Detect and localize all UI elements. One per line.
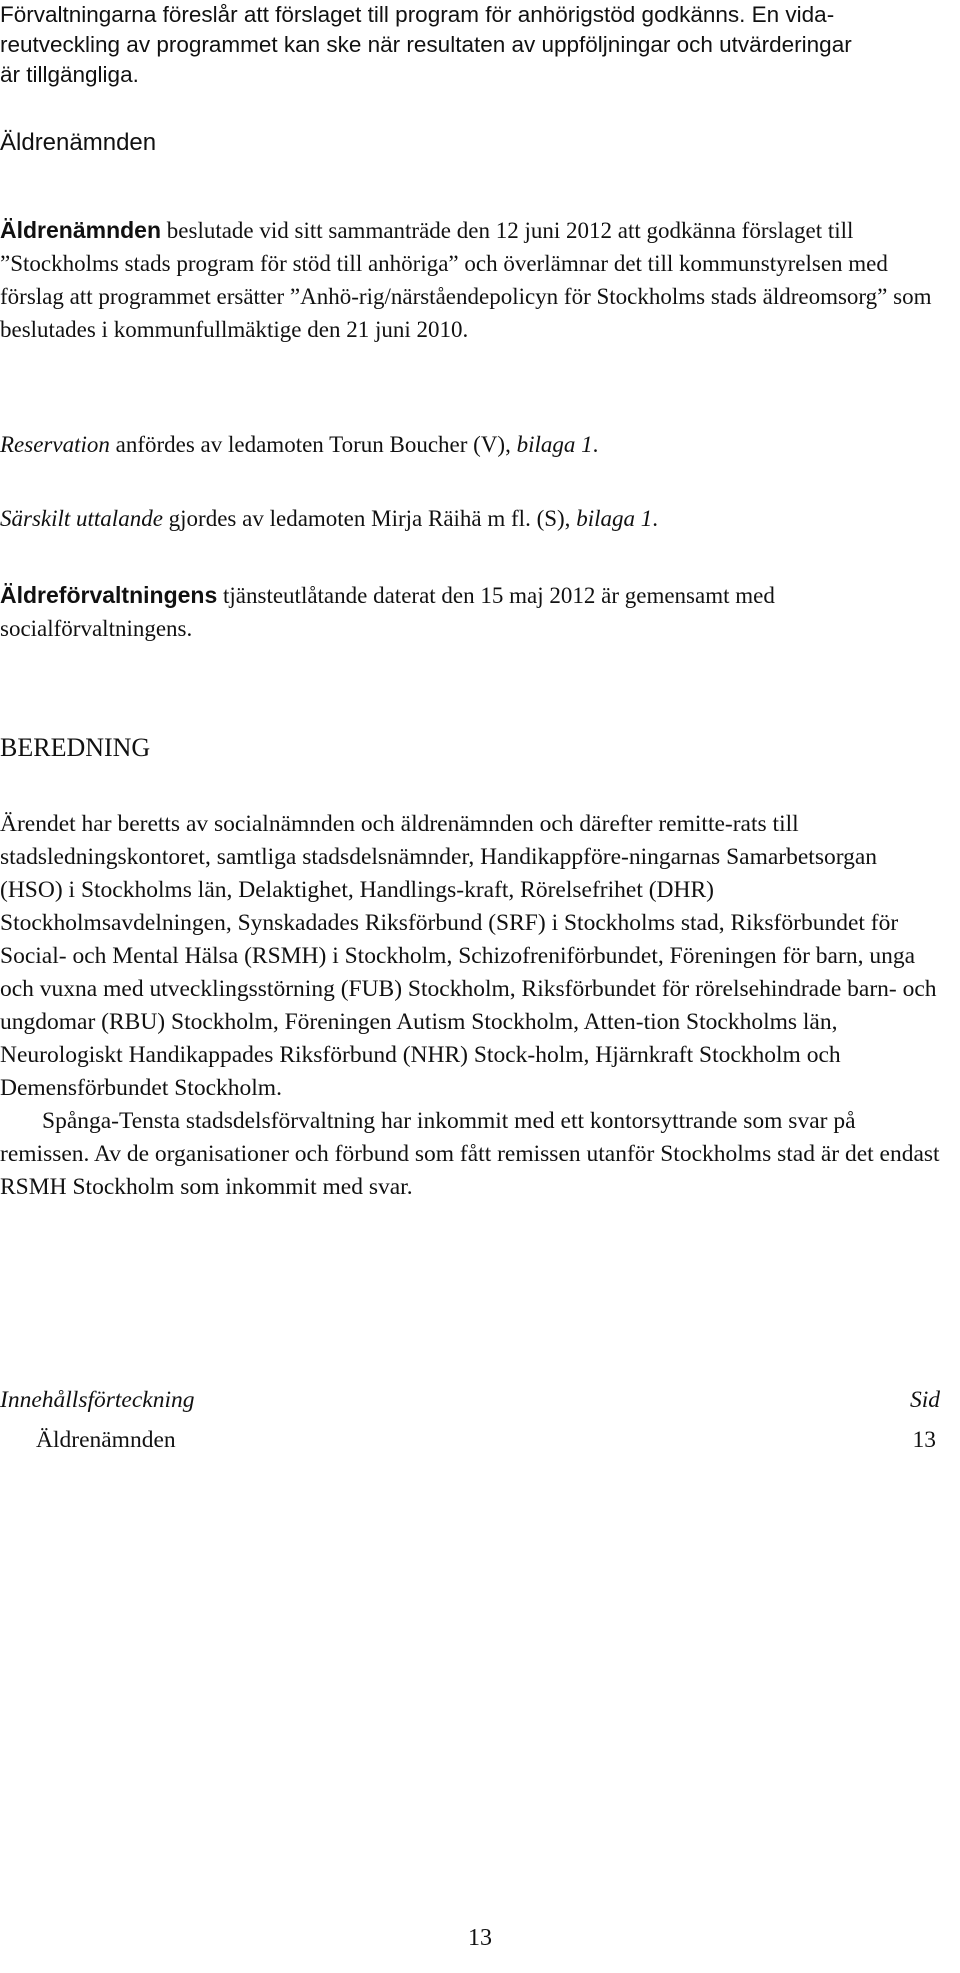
admin-subject: Äldreförvaltningens bbox=[0, 582, 218, 608]
reservation-ref: bilaga 1 bbox=[516, 432, 593, 457]
toc-sid-label: Sid bbox=[909, 1387, 940, 1413]
section-heading-beredning: BEREDNING bbox=[0, 733, 151, 762]
intro-paragraph bbox=[0, 0, 940, 90]
beredning-paragraph: Ärendet har beretts av socialnämnden och äldrenämnden och därefter remitte-rats till stadsledningskontoret, samtliga stadsdelsnämnder, Handikappföre-ningarnas Samarbetsorgan (HSO) i Stockholms län, Delaktighet, Handlings-kraft, Rörelsefrihet (DHR) Stockholmsavdelningen, Synskadades Riksförbund (SRF) i Stockholms stad, Riksförbundet för Social- och Mental Hälsa (RSMH) i Stockholm, Schizofreniförbundet, Föreningen för barn, unga och vuxna med utvecklingsstörning (FUB) Stockholm, Riksförbundet för rörelsehindrade barn- och ungdomar (RBU) Stockholm, Föreningen Autism Stockholm, Atten-tion Stockholms län, Neurologiskt Handikappades Riksförbund (NHR) Stock-holm, Hjärnkraft Stockholm och Demensförbundet Stockholm. bbox=[0, 811, 937, 1101]
reservation-paragraph bbox=[0, 428, 940, 461]
intro-line: är tillgängliga. bbox=[0, 62, 139, 87]
statement-label: Särskilt uttalande bbox=[0, 506, 163, 531]
intro-line: Förvaltningarna föreslår att förslaget till program för anhörigstöd godkänns. En vida- bbox=[0, 2, 835, 27]
statement-ref: bilaga 1 bbox=[576, 506, 653, 531]
toc-entry-page: 13 bbox=[912, 1427, 936, 1453]
beredning-paragraph: Spånga-Tensta stadsdelsförvaltning har inkommit med ett kontorsyttrande som svar på remissen. Av de organisationer och förbund som fått remissen utanför Stockholms stad är det endast RSMH Stockholm som inkommit med svar. bbox=[0, 1108, 940, 1200]
statement-paragraph bbox=[0, 502, 940, 535]
page-number: 13 bbox=[468, 1925, 492, 1951]
reservation-label: Reservation bbox=[0, 432, 110, 457]
table-of-contents bbox=[0, 1380, 940, 1460]
intro-line: reutveckling av programmet kan ske när resultaten av uppföljningar och utvärderingar bbox=[0, 32, 852, 57]
decision-paragraph bbox=[0, 214, 940, 346]
toc-header-row bbox=[0, 1380, 940, 1420]
admin-paragraph bbox=[0, 579, 940, 645]
statement-text: gjordes av ledamoten Mirja Räihä m fl. (S), bbox=[168, 506, 571, 531]
toc-header: Innehållsförteckning bbox=[0, 1387, 195, 1413]
section-heading-aldrenamnden: Äldrenämnden bbox=[0, 129, 157, 156]
admin-text: tjänsteutlåtande daterat den 15 maj 2012 är gemensamt med socialförvaltningens. bbox=[0, 583, 775, 641]
decision-subject: Äldrenämnden bbox=[0, 217, 162, 243]
reservation-end: . bbox=[592, 432, 599, 457]
statement-end: . bbox=[652, 506, 658, 531]
toc-entry-title: Äldrenämnden bbox=[36, 1427, 176, 1453]
decision-text: beslutade vid sitt sammanträde den 12 juni 2012 att godkänna förslaget till ”Stockholms stads program för stöd till anhöriga” och överlämnar det till kommunstyrelsen med förslag att programmet ersätter ”Anhö-rig/närståendepolicyn för Stockholms stads äldreomsorg” som beslutades i kommunfullmäktige den 21 juni 2010. bbox=[0, 218, 932, 342]
reservation-text: anfördes av ledamoten Torun Boucher (V), bbox=[115, 432, 511, 457]
toc-entry[interactable] bbox=[0, 1420, 940, 1460]
beredning-body bbox=[0, 808, 940, 1204]
